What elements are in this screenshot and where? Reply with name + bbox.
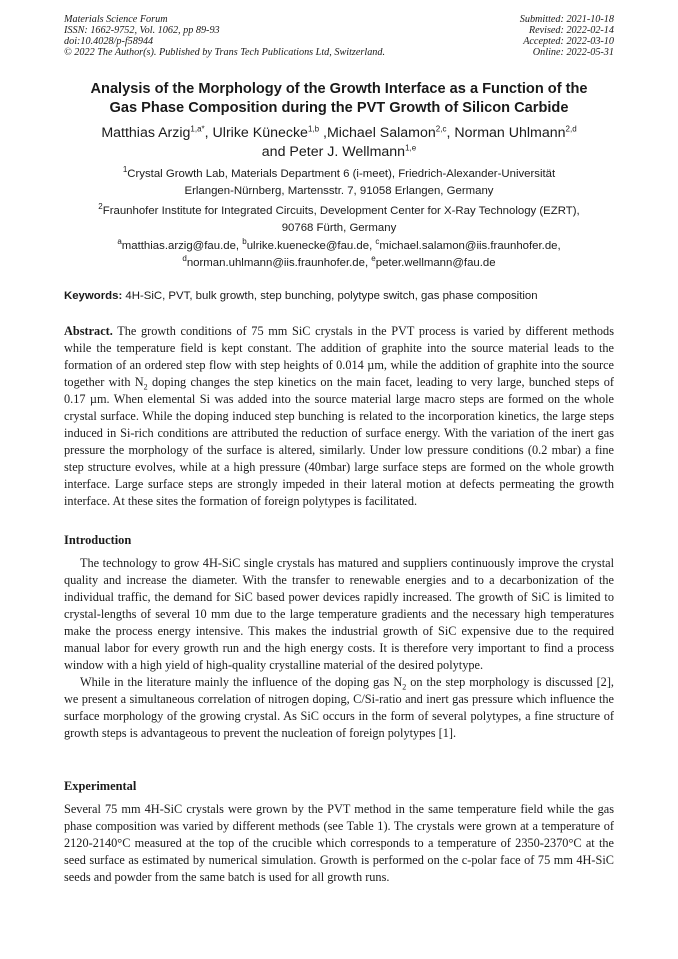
affiliation-1 — [40, 166, 638, 200]
author-affiliation-mark: 2,c — [435, 124, 447, 134]
author-affiliation-mark: 1,e — [405, 143, 417, 153]
affiliation-text: 90768 Fürth, Germany — [281, 222, 397, 234]
doi-line[interactable]: doi:10.4028/p-f58944 — [64, 35, 154, 47]
email-link[interactable]: norman.uhlmann@iis.fraunhofer.de, — [186, 257, 369, 269]
affiliation-text: Crystal Growth Lab, Materials Department 6 (i-meet), Friedrich-Alexander-Universität — [127, 168, 556, 180]
affiliation-number: 1 — [122, 165, 128, 175]
author-emails: $^a$matthias.arzig@fau.de, $^b$ulrike.kuenecke@fau.de, $^c$michael.salamon@iis.fraunhofer.de, $^d$norman.uhlmann@iis.fraunhofer.de, $^e$peter.wellmann@fau.de — [117, 237, 561, 269]
email-link[interactable]: peter.wellmann@fau.de — [375, 257, 496, 269]
journal-header-right — [520, 15, 614, 59]
abstract-label: Abstract. — [64, 324, 113, 338]
abstract-text: The growth conditions of 75 mm SiC crystals in the PVT process is varied by different methods while the temperature field is kept constant. The addition of graphite into the source material leads to the formation of an ordered step flow with step heights of 0.014 µm, while the addition of graphite into the source together with N — [64, 324, 614, 389]
email-link[interactable]: matthias.arzig@fau.de, — [121, 240, 240, 252]
paragraph: The technology to grow 4H-SiC single crystals has matured and suppliers continuously improve the crystal quality and increase the diameter. With the transfer to renewable energies and to a decarbonization of the individual traffic, the demand for SiC based power devices rapidly increased. The growth of SiC is limited to crystal-lengths of several 10 mm due to the large temperature gradients and the necessary high temperatures make the process energy intensive. This makes the industrial growth of SiC expensive due to the required manual labor for every growth run and the high energy costs. It is therefore very important to find a process window with a high yield of high-quality crystalline material of the desired polytype. — [64, 556, 614, 672]
online-date: Online: 2022-05-31 — [532, 46, 614, 58]
abstract: Abstract. The growth conditions of 75 mm SiC crystals in the PVT process is varied by different methods while the temperature field is kept constant. The addition of graphite into the source material leads to the formation of an ordered step flow with step heights of 0.014 µm, while the addition of graphite into the source together with $N_2$ doping changes the step kinetics on the main facet, leading to very large, bunched steps of 0.17 µm. When elemental Si was added into the source material large macro steps are formed on the whole crystal surface. While the doping induced step bunching is related to the incorporation kinetics, the large steps induced in Si-rich conditions are attributed the reduction of surface energy. With the variation of the inert gas pressure the morphology of the surface is altered, similarly. Under low pressure conditions (0.2 mbar) a fine step structure evolves, while at a high pressure (40mbar) large surface steps are formed on the whole growth interface. Large surface steps are strongly impeded in their lateral motion at defects permeating the growth interface. At these sites the formation of foreign polytypes is facilitated. — [64, 324, 614, 508]
paragraph: While in the literature mainly the influence of the doping gas $N_2$ on the step morphology is discussed [2], we present a simultaneous correlation of nitrogen doping, C/Si-ratio and inert gas pressure which influence the surface morphology of the growing crystal. As SiC occurs in the form of several polytypes, a fine structure of growth steps is advantageous to prevent the nucleation of foreign polytypes [1]. — [64, 674, 614, 740]
experimental-body — [64, 801, 614, 886]
affiliation-text: Erlangen-Nürnberg, Martensstr. 7, 91058 Erlangen, Germany — [184, 185, 494, 197]
issn-line: ISSN: 1662-9752, Vol. 1062, pp 89-93 — [64, 24, 220, 36]
abstract-text: doping changes the step kinetics on the main facet, leading to very large, bunched steps of 0.17 µm. When elemental Si was added into the source material large macro steps are formed on the whole crystal surface. While the doping induced step bunching is related to the incorporation kinetics, the large steps induced in Si-rich conditions are attributed the reduction of surface energy. With the variation of the inert gas pressure the morphology of the surface is altered, similarly. Under low pressure conditions (0.2 mbar) a fine step structure evolves, while at a high pressure (40mbar) large surface steps are formed on the whole growth interface. Large surface steps are strongly impeded in their lateral motion at defects permeating the growth interface. At these sites the formation of foreign polytypes is facilitated. — [64, 374, 614, 508]
introduction-body — [64, 555, 614, 741]
author-name: ,Michael Salamon — [319, 125, 436, 141]
affiliation-number: 2 — [98, 202, 103, 212]
email-link[interactable]: michael.salamon@iis.fraunhofer.de, — [379, 240, 561, 252]
accepted-date: Accepted: 2022-03-10 — [523, 35, 614, 47]
section-heading-experimental: Experimental — [64, 779, 137, 793]
paper-title — [40, 80, 638, 118]
title-line-2: Gas Phase Composition during the PVT Growth of Silicon Carbide — [109, 100, 569, 116]
author-name: , Norman Uhlmann — [446, 125, 566, 141]
revised-date: Revised: 2022-02-14 — [528, 24, 614, 36]
keywords — [64, 289, 624, 304]
affiliation-text: Fraunhofer Institute for Integrated Circuits, Development Center for X-Ray Technology (EZRT), — [102, 205, 580, 217]
section-heading-introduction: Introduction — [64, 533, 132, 547]
title-line-1: Analysis of the Morphology of the Growth Interface as a Function of the — [90, 81, 588, 97]
keywords-label: Keywords: — [64, 290, 123, 302]
author-affiliation-mark: 1,a* — [190, 124, 205, 134]
keywords-text: 4H-SiC, PVT, bulk growth, step bunching, polytype switch, gas phase composition — [122, 290, 538, 302]
email-link[interactable]: ulrike.kuenecke@fau.de, — [246, 240, 373, 252]
author-name: Matthias Arzig — [101, 125, 191, 141]
author-line-2 — [40, 143, 638, 162]
paragraph: Several 75 mm 4H-SiC crystals were grown by the PVT method in the same temperature field while the gas phase composition was varied by different methods (see Table 1). The crystals were grown at a temperature of 2120-2140°C measured at the top of the crucible which corresponds to a temperature of 2350-2370°C at the seed surface as estimated by numerical simulation. Growth is performed on the c-polar face of 75 mm 4H-SiC seeds and powder from the same batch is used for all growth runs. — [64, 802, 614, 884]
journal-header-left — [64, 15, 385, 59]
author-name: , Ulrike Künecke — [204, 125, 308, 141]
author-list — [40, 124, 638, 162]
copyright-line: © 2022 The Author(s). Published by Trans Tech Publications Ltd, Switzerland. — [64, 46, 386, 58]
submitted-date: Submitted: 2021-10-18 — [519, 14, 614, 25]
author-line-1 — [40, 124, 638, 143]
affiliation-2 — [40, 203, 638, 237]
author-affiliation-mark: 2,d — [565, 124, 577, 134]
journal-name: Materials Science Forum — [64, 14, 168, 25]
author-name: and Peter J. Wellmann — [261, 144, 406, 160]
author-affiliation-mark: 1,b — [307, 124, 320, 134]
